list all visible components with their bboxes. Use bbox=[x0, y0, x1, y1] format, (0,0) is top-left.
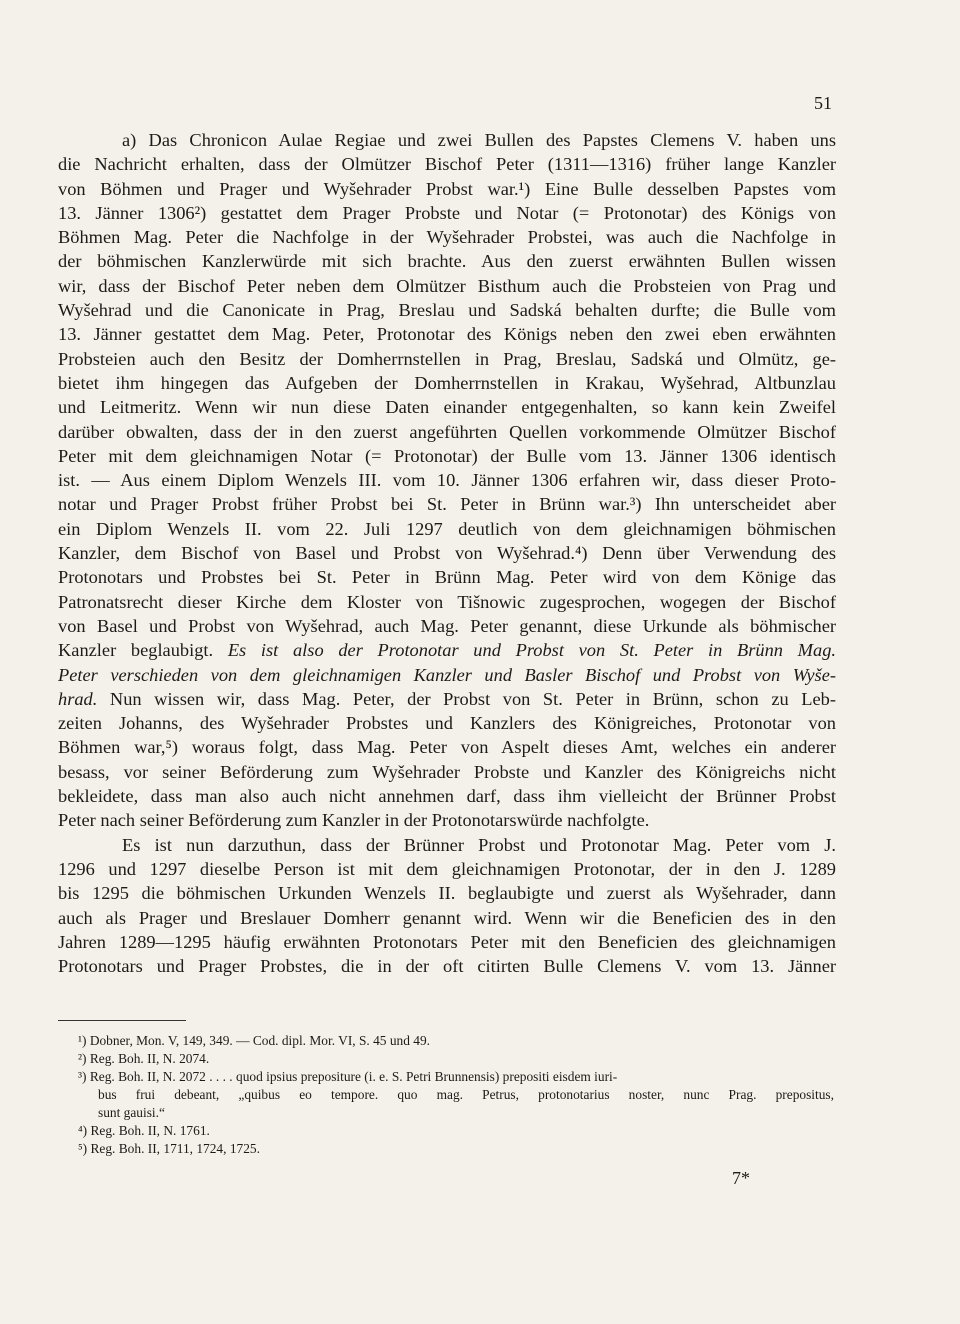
text-line: Peter mit dem gleichnamigen Notar (= Protonotar) der Bulle vom 13. Jänner 1306 identisch bbox=[58, 445, 836, 466]
text-line-italic bbox=[58, 663, 836, 687]
text-line: 13. Jänner gestattet dem Mag. Peter, Protonotar des Königs neben den zwei eben erwähnten bbox=[58, 324, 836, 345]
plain-text: Nun wissen wir, dass Mag. Peter, der Probst von St. Peter in Brünn, schon zu Leb- bbox=[109, 688, 836, 709]
text-line: Peter nach seiner Beförderung zum Kanzler in der Protonotarswürde nachfolgte. bbox=[58, 810, 650, 831]
text-line: 13. Jänner 1306²) gestattet dem Prager Probste und Notar (= Protonotar) des Königs von bbox=[58, 202, 836, 223]
text-line-mixed bbox=[58, 687, 836, 711]
text-line: zeiten Johanns, des Wyšehrader Probstes und Kanzlers des Königreiches, Protonotar von bbox=[58, 713, 836, 734]
footnote: ¹) Dobner, Mon. V, 149, 349. — Cod. dipl. Mor. VI, S. 45 und 49. bbox=[78, 1033, 431, 1048]
text-line: bietet ihm hingegen das Aufgeben der Domherrnstellen in Krakau, Wyšehrad, Altbunzlau bbox=[58, 372, 836, 393]
text-line: und Leitmeritz. Wenn wir nun diese Daten einander entgegenhalten, so kann kein Zweifel bbox=[58, 397, 836, 418]
text-line: Kanzler, dem Bischof von Basel und Probst von Wyšehrad.⁴) Denn über Verwendung des bbox=[58, 543, 836, 564]
footnote: ⁴) Reg. Boh. II, N. 1761. bbox=[78, 1123, 210, 1138]
text-line: darüber obwalten, dass der in den zuerst angeführten Quellen vorkommende Olmützer Bischof bbox=[58, 421, 836, 442]
main-text bbox=[58, 128, 836, 978]
footnote: ⁵) Reg. Boh. II, 1711, 1724, 1725. bbox=[78, 1141, 260, 1156]
footnotes bbox=[78, 1032, 834, 1158]
text-line: die Nachricht erhalten, dass der Olmützer Bischof Peter (1311—1316) früher lange Kanzler bbox=[58, 154, 836, 175]
text-line: Böhmen war,⁵) woraus folgt, dass Mag. Peter von Aspelt dieses Amt, welches ein anderer bbox=[58, 737, 836, 758]
text-line: Protonotars und Probstes bei St. Peter in Brünn Mag. Peter wird von dem Könige das bbox=[58, 567, 836, 588]
text-line: bis 1295 die böhmischen Urkunden Wenzels II. beglaubigte und zuerst als Wyšehrader, dann bbox=[58, 883, 836, 904]
text-line: von Basel und Probst von Wyšehrad, auch Mag. Peter genannt, diese Urkunde als böhmischer bbox=[58, 615, 836, 636]
text-line: Protonotars und Prager Probstes, die in der oft citirten Bulle Clemens V. vom 13. Jänner bbox=[58, 956, 836, 977]
italic-text: hrad. bbox=[58, 688, 98, 709]
text-line: besass, vor seiner Beförderung zum Wyšehrader Probste und Kanzler des Königreichs nicht bbox=[58, 761, 836, 782]
text-line: Jahren 1289—1295 häufig erwähnten Protonotars Peter mit den Beneficien des gleichnamigen bbox=[58, 931, 836, 952]
footnote-separator bbox=[58, 1020, 186, 1021]
text-line: Patronatsrecht dieser Kirche dem Kloster von Tišnowic zugesprochen, wogegen der Bischof bbox=[58, 591, 836, 612]
text-line: 1296 und 1297 dieselbe Person ist mit dem gleichnamigen Protonotar, der in den J. 1289 bbox=[58, 858, 836, 879]
text-line: ist. — Aus einem Diplom Wenzels III. vom 10. Jänner 1306 erfahren wir, dass dieser Proto- bbox=[58, 470, 836, 491]
footnote: ³) Reg. Boh. II, N. 2072 . . . . quod ipsius prepositure (i. e. S. Petri Brunnensis) prepositi eisdem iuri- bbox=[78, 1069, 618, 1084]
text-line: Wyšehrad und die Canonicate in Prag, Breslau und Sadská behalten durfte; die Bulle vom bbox=[58, 300, 836, 321]
text-line: der böhmischen Kanzlerwürde mit sich brachte. Aus den zuerst erwähnten Bullen wissen bbox=[58, 251, 836, 272]
footnote-continuation: bus frui debeant, „quibus eo tempore. quo mag. Petrus, protonotarius noster, nunc Prag. prepositus, bbox=[98, 1087, 834, 1102]
text-line: Es ist nun darzuthun, dass der Brünner Probst und Protonotar Mag. Peter vom J. bbox=[122, 834, 836, 855]
text-line-mixed bbox=[58, 638, 836, 662]
text-line: wir, dass der Bischof Peter neben dem Olmützer Bisthum auch die Probsteien von Prag und bbox=[58, 275, 836, 296]
italic-text: Peter verschieden von dem gleichnamigen Kanzler und Basler Bischof und Probst von Wyše- bbox=[58, 664, 836, 685]
footnote-continuation: sunt gauisi.“ bbox=[98, 1105, 165, 1120]
text-line: bekleidete, dass man also auch nicht annehmen darf, dass ihm vielleicht der Brünner Probst bbox=[58, 786, 836, 807]
page-number: 51 bbox=[814, 93, 832, 113]
text-line: ein Diplom Wenzels II. vom 22. Juli 1297 deutlich von dem gleichnamigen böhmischen bbox=[58, 518, 836, 539]
text-line: Probsteien auch den Besitz der Domherrnstellen in Prag, Breslau, Sadská und Olmütz, ge- bbox=[58, 348, 836, 369]
text-line: notar und Prager Probst früher Probst bei St. Peter in Brünn war.³) Ihn unterscheidet aber bbox=[58, 494, 836, 515]
plain-text: Kanzler beglaubigt. bbox=[58, 640, 214, 661]
text-line: Böhmen Mag. Peter die Nachfolge in der Wyšehrader Probstei, was auch die Nachfolge in bbox=[58, 227, 836, 248]
signature-mark: 7* bbox=[732, 1168, 750, 1188]
text-line: a) Das Chronicon Aulae Regiae und zwei Bullen des Papstes Clemens V. haben uns bbox=[122, 130, 836, 150]
text-line: von Böhmen und Prager und Wyšehrader Probst war.¹) Eine Bulle desselben Papstes vom bbox=[58, 178, 836, 199]
italic-text: Es ist also der Protonotar und Probst von St. Peter in Brünn Mag. bbox=[227, 640, 836, 661]
text-line: auch als Prager und Breslauer Domherr genannt wird. Wenn wir die Beneficien des in den bbox=[58, 907, 836, 928]
footnote: ²) Reg. Boh. II, N. 2074. bbox=[78, 1051, 210, 1066]
